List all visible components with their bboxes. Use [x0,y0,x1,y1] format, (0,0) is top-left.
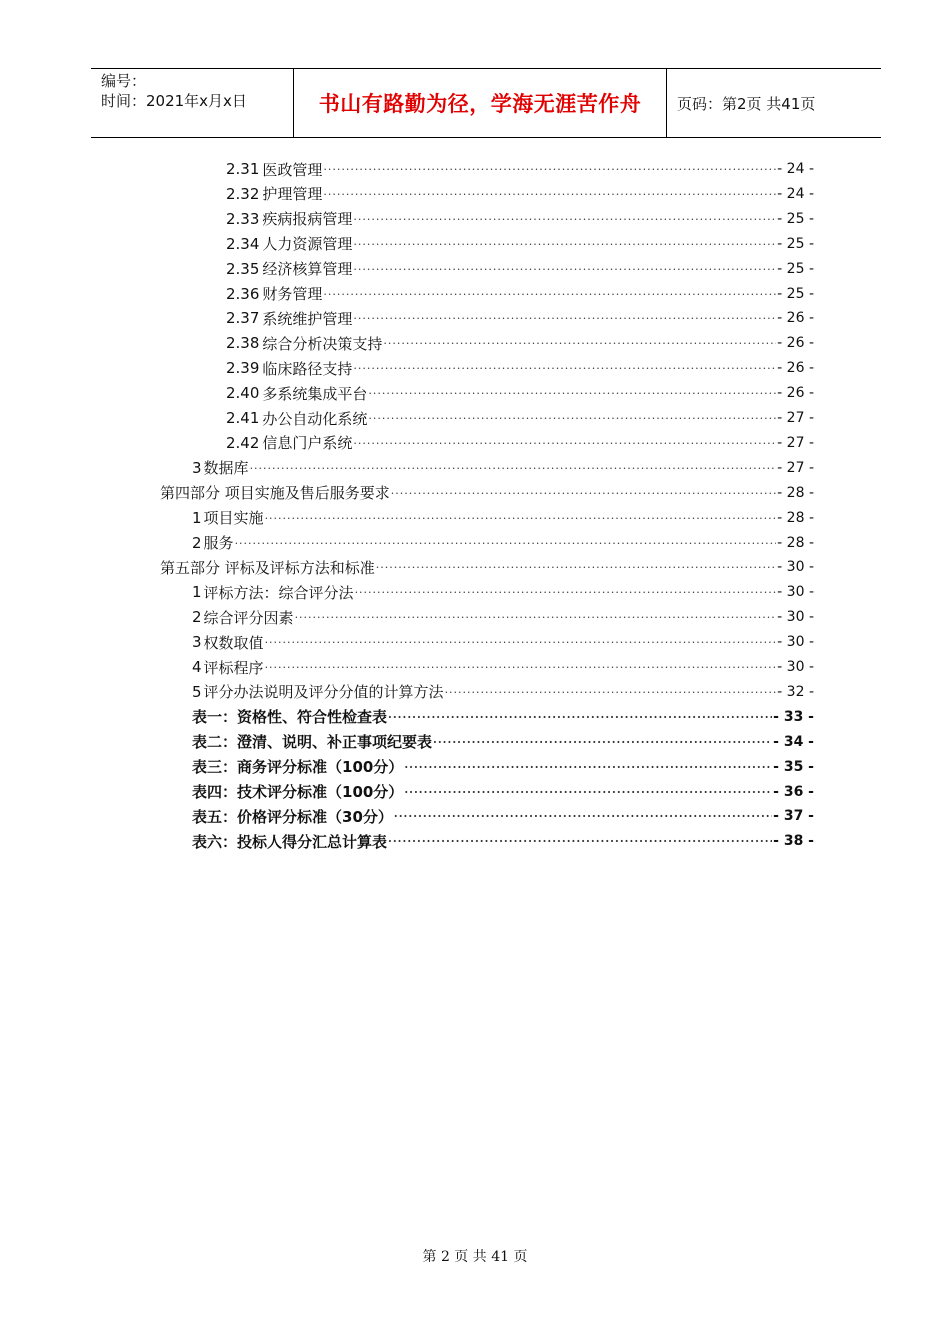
toc-entry-number: 2.37 [226,309,260,328]
toc-dot-leader [368,409,776,427]
toc-entry-title: 表五：价格评分标准（30分） [192,807,393,826]
toc-entry[interactable] [192,655,814,679]
toc-entry[interactable] [226,157,814,181]
toc-dot-leader [323,185,776,203]
toc-entry-title: 数据库 [203,459,249,478]
toc-dot-leader [265,509,777,527]
toc-entry[interactable] [226,431,814,455]
toc-entry-page: - 28 - [777,534,814,551]
toc-dot-leader [353,235,776,253]
toc-entry[interactable] [192,705,814,729]
toc-entry-page: - 28 - [777,509,814,526]
toc-entry-page: - 36 - [773,783,814,800]
toc-entry-page: - 26 - [777,360,814,377]
toc-dot-leader [353,210,776,228]
toc-entry-title: 表四：技术评分标准（100分） [192,783,404,801]
toc-dot-leader [265,658,777,676]
toc-entry-title: 第五部分 评标及评标方法和标准 [160,558,375,577]
toc-entry-title: 疾病报病管理 [262,210,353,229]
toc-dot-leader [353,434,776,452]
toc-entry[interactable] [192,456,814,480]
toc-entry-title: 多系统集成平台 [262,384,368,403]
toc-entry[interactable] [192,755,814,779]
toc-entry-number: 2.40 [226,384,260,403]
toc-entry-number: 4 [192,658,202,676]
toc-dot-leader [250,459,777,477]
toc-entry[interactable] [226,282,814,306]
page-header [91,68,881,138]
toc-entry[interactable] [192,680,814,704]
toc-dot-leader [355,583,777,601]
toc-entry-title: 综合评分因素 [203,608,294,627]
toc-dot-leader [353,309,776,327]
toc-entry-number: 2 [192,533,202,552]
toc-dot-leader [265,633,777,651]
toc-entry-page: - 25 - [777,235,814,252]
toc-entry-page: - 27 - [777,410,814,426]
toc-entry-page: - 27 - [777,434,814,451]
toc-dot-leader [388,832,772,850]
toc-entry[interactable] [226,406,814,430]
toc-entry-number: 2.39 [226,359,260,378]
header-left-cell [91,69,293,137]
toc-entry-title: 评标程序 [203,658,264,677]
header-page-info: 页码：第2页 共41页 [677,94,816,113]
toc-entry-page: - 35 - [773,758,814,775]
toc-entry-title: 评标方法：综合评分法 [203,583,354,602]
toc-entry[interactable] [192,780,814,804]
toc-entry[interactable] [192,730,814,754]
toc-entry-title: 表六：投标人得分汇总计算表 [192,832,388,851]
toc-entry[interactable] [226,232,814,256]
toc-entry-number: 2.33 [226,209,260,228]
toc-entry-title: 服务 [203,534,234,552]
toc-entry-title: 项目实施 [203,509,264,528]
header-motto: 书山有路勤为径，学海无涯苦作舟 [293,69,667,137]
toc-entry[interactable] [192,580,814,604]
toc-entry-page: - 37 - [773,808,814,825]
toc-entry-page: - 38 - [773,833,814,850]
toc-entry-page: - 28 - [777,484,814,501]
toc-dot-leader [235,534,777,552]
toc-dot-leader [323,285,776,303]
toc-entry-title: 人力资源管理 [262,235,353,254]
toc-dot-leader [323,160,776,178]
toc-entry[interactable] [160,481,814,505]
page-footer: 第 2 页 共 41 页 [422,1249,528,1265]
toc-entry-title: 综合分析决策支持 [262,334,383,353]
toc-entry-page: - 34 - [773,733,814,750]
toc-dot-leader [388,708,772,726]
toc-entry[interactable] [226,381,814,405]
toc-entry-page: - 25 - [777,260,814,277]
toc-entry-page: - 25 - [777,285,814,302]
toc-entry[interactable] [192,829,814,853]
toc-entry-title: 护理管理 [262,185,323,204]
toc-entry-number: 2.31 [226,160,260,178]
toc-dot-leader [404,783,772,801]
toc-entry[interactable] [226,331,814,355]
toc-dot-leader [433,733,772,751]
toc-entry[interactable] [226,257,814,281]
toc-entry[interactable] [226,356,814,380]
toc-dot-leader [445,683,777,701]
toc-entry-title: 评分办法说明及评分分值的计算方法 [203,683,444,702]
toc-entry[interactable] [192,531,814,555]
toc-entry-title: 经济核算管理 [262,260,353,279]
toc-entry[interactable] [192,630,814,654]
toc-entry-number: 3 [192,458,202,477]
toc-entry-number: 2.34 [226,234,260,253]
toc-entry-number: 2.32 [226,184,260,203]
toc-entry-page: - 26 - [777,385,814,402]
toc-entry-title: 第四部分 项目实施及售后服务要求 [160,484,390,503]
toc-dot-leader [353,359,776,377]
toc-entry[interactable] [192,605,814,629]
toc-dot-leader [383,334,776,352]
toc-dot-leader [391,484,776,502]
toc-entry-title: 财务管理 [262,285,323,303]
toc-entry-page: - 30 - [777,609,814,626]
toc-entry-title: 医政管理 [262,160,323,179]
toc-entry-page: - 24 - [777,161,814,177]
toc-entry[interactable] [226,182,814,206]
toc-entry-title: 表一：资格性、符合性检查表 [192,708,388,727]
toc-entry-number: 5 [192,682,202,701]
toc-entry-number: 1 [192,508,202,527]
toc-dot-leader [404,758,772,776]
toc-entry[interactable] [192,804,814,828]
toc-dot-leader [368,384,776,402]
toc-entry-page: - 33 - [773,708,814,725]
toc-dot-leader [394,807,772,825]
toc-entry-page: - 30 - [777,584,814,601]
toc-entry-page: - 30 - [777,659,814,675]
toc-entry[interactable] [160,555,814,579]
toc-entry-page: - 30 - [777,559,814,576]
date-label: 时间：2021年x月x日 [101,92,247,110]
toc-entry-number: 1 [192,583,202,602]
toc-entry-number: 2.41 [226,409,260,427]
number-label: 编号： [101,72,147,90]
toc-entry[interactable] [226,306,814,330]
toc-entry-number: 2.38 [226,334,260,353]
toc-dot-leader [295,608,777,626]
toc-entry-page: - 32 - [777,683,814,700]
toc-entry-number: 2 [192,608,202,627]
toc-entry-title: 表三：商务评分标准（100分） [192,758,404,777]
toc-entry-page: - 26 - [777,310,814,327]
toc-entry-title: 表二：澄清、说明、补正事项纪要表 [192,733,433,752]
toc-entry-number: 2.36 [226,284,260,303]
toc-entry-page: - 30 - [777,634,814,651]
toc-entry-page: - 25 - [777,210,814,227]
toc-entry-page: - 27 - [777,459,814,476]
toc-dot-leader [353,260,776,278]
toc-entry-number: 2.42 [226,433,260,452]
toc-entry-title: 办公自动化系统 [262,409,368,428]
toc-entry-number: 2.35 [226,259,260,278]
toc-entry[interactable] [192,506,814,530]
toc-dot-leader [376,558,776,576]
toc-entry-title: 系统维护管理 [262,309,353,328]
toc-entry-number: 3 [192,633,202,652]
toc-entry-title: 临床路径支持 [262,359,353,378]
toc-entry-title: 信息门户系统 [262,434,353,453]
toc-entry[interactable] [226,207,814,231]
toc-entry-title: 权数取值 [203,633,264,652]
toc-entry-page: - 26 - [777,335,814,352]
toc-entry-page: - 24 - [777,185,814,202]
